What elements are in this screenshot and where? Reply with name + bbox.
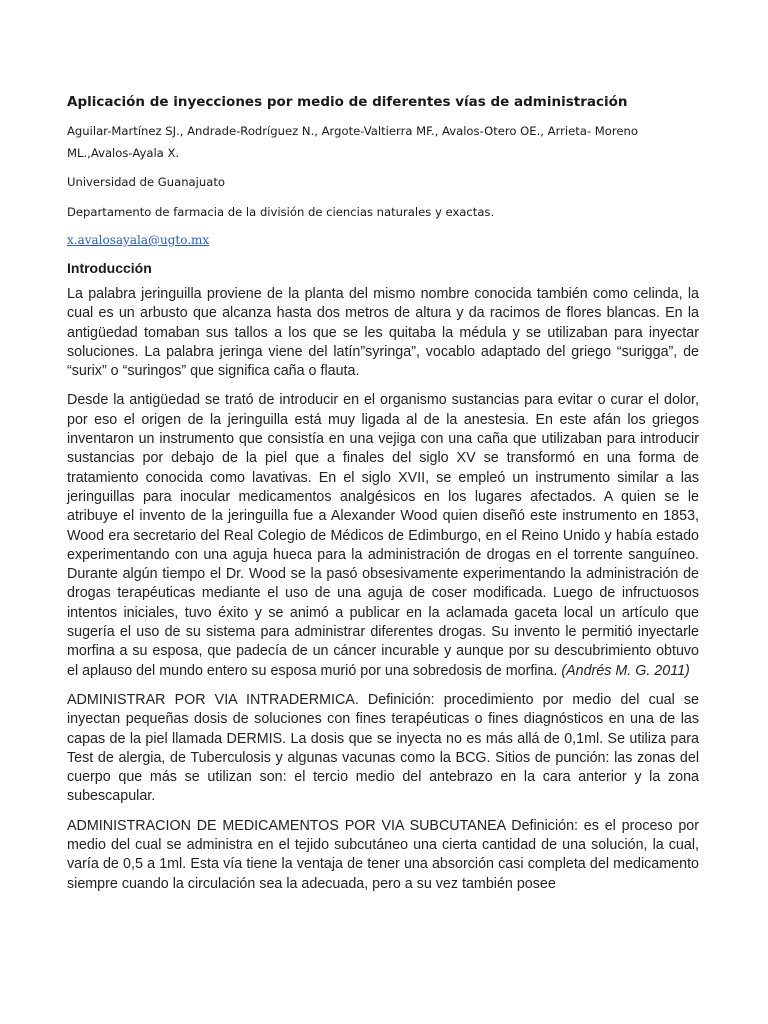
section-heading-introduccion: Introducción [67, 260, 152, 276]
paragraph-2-text: Desde la antigüedad se trató de introducir en el organismo sustancias para evitar o curar el dolor, por eso el origen de la jeringuilla está muy ligada al de la anestesia. En este afán los griegos inventaron un instrumento que consistía en una vejiga con una caña que utilizaban para introducir sustancias por debajo de la piel que a finales del siglo XV se transformó en una forma de tratamiento conocida como lavativas. En el siglo XVII, se empleó un instrumento similar a las jeringuillas para inocular medicamentos analgésicos en los lugares afectados. A quien se le atribuye el invento de la jeringuilla fue a Alexander Wood quien diseñó este instrumento en 1853, Wood era secretario del Real Colegio de Médicos de Edimburgo, en el Reino Unido y había estado experimentando con una aguja hueca para la administración de drogas en el torrente sanguíneo. Durante algún tiempo el Dr. Wood se la pasó obsesivamente experimentando la administración de drogas terapéuticas mediante el uso de una aguja de coser modificada. Luego de infructuosos intentos iniciales, tuvo éxito y se animó a publicar en la aclamada gaceta local un artículo que sugería el uso de su sistema para administrar diferentes drogas. Su invento le permitió inyectarle morfina a su esposa, que padecía de un cáncer incurable y aunque por su descubrimiento obtuvo el aplauso del mundo entero su esposa murió por una sobredosis de morfina. [67, 392, 699, 679]
university-name: Universidad de Guanajuato [67, 175, 225, 189]
document-title: Aplicación de inyecciones por medio de diferentes vías de administración [67, 94, 628, 110]
document-page [67, 92, 699, 904]
paragraph-2 [67, 391, 699, 680]
paragraph-1: La palabra jeringuilla proviene de la planta del mismo nombre conocida también como celinda, la cual es un arbusto que alcanza hasta dos metros de altura y da racimos de flores blancas. En la antigüedad tomaban sus tallos a los que se les quitaba la médula y se utilizaban para inyectar soluciones. La palabra jeringa viene del latín”syringa”, vocablo adaptado del griego “surigga”, de “surix” o “suringos” que significa caña o flauta. [67, 286, 699, 380]
paragraph-3: ADMINISTRAR POR VIA INTRADERMICA. Definición: procedimiento por medio del cual se inyectan pequeñas dosis de soluciones con fines terapéuticas o fines diagnósticos en una de las capas de la piel llamada DERMIS. La dosis que se inyecta no es más allá de 0,1ml. Se utiliza para Test de alergia, de Tuberculosis y algunas vacunas como la BCG. Sitios de punción: las zonas del cuerpo que más se utilizan son: el tercio medio del antebrazo en la cara anterior y la zona subescapular. [67, 691, 699, 805]
citation: (Andrés M. G. 2011) [561, 662, 690, 679]
email-link[interactable]: x.avalosayala@ugto.mx [67, 233, 210, 247]
department-name: Departamento de farmacia de la división de ciencias naturales y exactas. [67, 205, 495, 219]
paragraph-4: ADMINISTRACION DE MEDICAMENTOS POR VIA SUBCUTANEA Definición: es el proceso por medio del cual se administra en el tejido subcutáneo una cierta cantidad de una solución, la cual, varía de 0,5 a 1ml. Esta vía tiene la ventaja de tener una absorción casi completa del medicamento siempre cuando la circulación sea la adecuada, pero a su vez también posee [67, 817, 699, 892]
authors-line: Aguilar-Martínez SJ., Andrade-Rodríguez N., Argote-Valtierra MF., Avalos-Otero OE., Arrieta- Moreno ML.,Avalos-Ayala X. [67, 124, 638, 160]
